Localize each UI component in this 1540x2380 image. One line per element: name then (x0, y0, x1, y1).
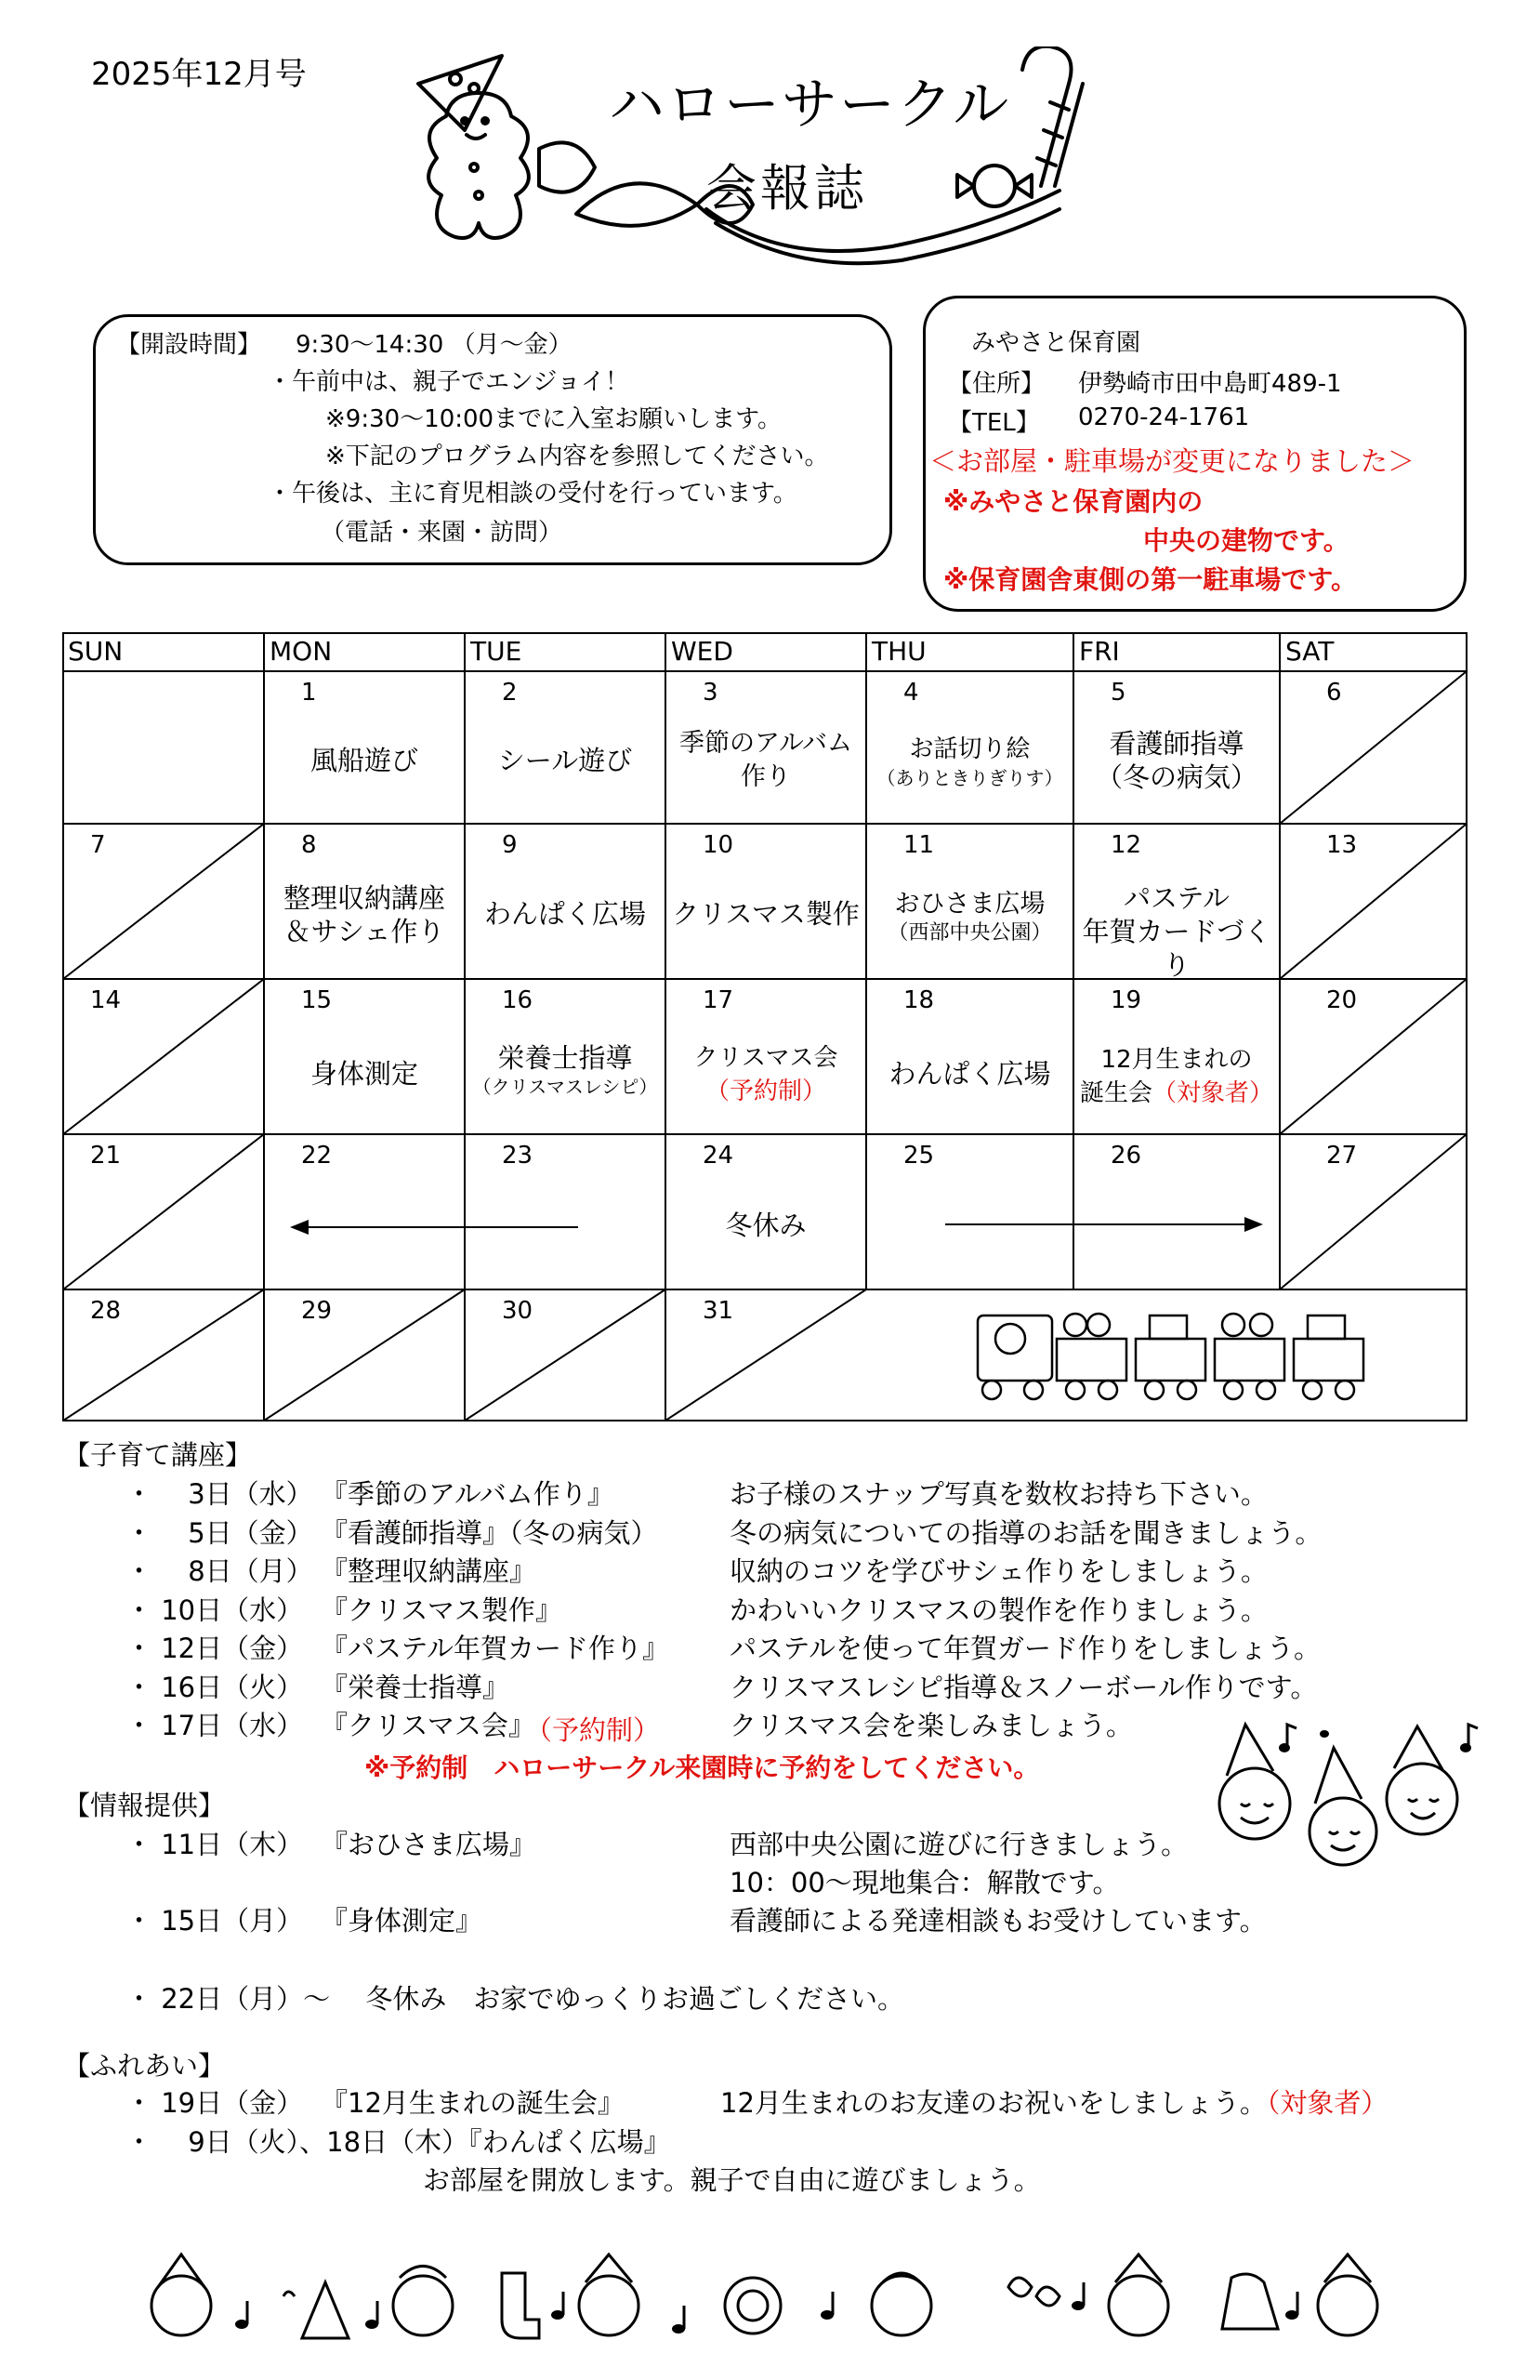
date-number: 8 (301, 831, 317, 859)
event-d4-line2: （ありときりぎりす） (876, 767, 1063, 789)
christmas-sweets-illustration (400, 46, 1125, 298)
address-value: 伊勢崎市田中島町489-1 (1078, 370, 1342, 398)
fureai-row1-name: 『12月生まれの誕生会』 (321, 2087, 625, 2119)
kosodate-row-desc: かわいいクリスマスの製作を作りましょう。 (730, 1593, 1268, 1626)
date-number: 7 (90, 831, 106, 859)
event-d12-line2: 年賀カードづくり (1082, 916, 1271, 981)
event-d12 (1073, 881, 1280, 982)
singing-children-illustration (1199, 1711, 1487, 1897)
date-number: 4 (903, 679, 919, 707)
newsletter-title: ハローサークル (609, 73, 1011, 138)
date-number: 10 (703, 831, 734, 859)
date-number: 28 (90, 1297, 122, 1325)
date-number: 24 (703, 1142, 734, 1170)
event-d3-line2: 作り (741, 762, 791, 791)
notice-line-2: 中央の建物です。 (1143, 525, 1349, 556)
event-d19 (1073, 1043, 1280, 1110)
fureai-row1-desc (720, 2082, 1388, 2121)
nursery-name: みやさと保育園 (971, 329, 1141, 357)
day-header-sat: SAT (1285, 636, 1335, 667)
event-d11 (866, 888, 1073, 945)
joho-row1-name: 『おひさま広場』 (321, 1829, 537, 1860)
kosodate-row-date: ・ 3日（水） (125, 1478, 313, 1510)
event-d17-line2: （予約制） (704, 1078, 826, 1105)
notice-title: ＜お部屋・駐車場が変更になりました＞ (929, 445, 1415, 477)
date-number: 5 (1111, 679, 1126, 707)
day-header-tue: TUE (470, 636, 522, 667)
event-d15: 身体測定 (309, 1058, 418, 1090)
notice-line-3: ※保育園舎東側の第一駐車場です。 (943, 564, 1357, 595)
date-number: 6 (1326, 679, 1342, 707)
kosodate-row-name: 『クリスマス製作』 (321, 1593, 562, 1626)
fureai-row1-desc-text: 12月生まれのお友達のお祝いをしましょう。 (720, 2087, 1267, 2119)
date-number: 14 (90, 986, 122, 1014)
kosodate-row-date: ・ 10日（水） (125, 1593, 304, 1626)
newsletter-subtitle: 会報誌 (706, 159, 868, 218)
address-label: 【住所】 (948, 370, 1046, 398)
date-number: 20 (1326, 986, 1358, 1014)
event-d17 (665, 1041, 866, 1108)
joho-row1-desc: 西部中央公園に遊びに行きましょう。 (730, 1829, 1189, 1860)
kosodate-row-name: 『栄養士指導』 (321, 1671, 510, 1703)
kosodate-note: ※予約制 ハローサークル来園時に予約をしてください。 (364, 1752, 1040, 1783)
event-d16-line2: （クリスマスレシピ） (472, 1076, 658, 1098)
event-d12-line1: パステル (1124, 882, 1230, 914)
joho-row2-name: 『身体測定』 (321, 1905, 483, 1937)
event-d19-line2: 誕生会 (1079, 1079, 1152, 1107)
event-d5 (1073, 727, 1280, 794)
day-header-mon: MON (270, 636, 333, 667)
fureai-row2: ・ 9日（火）、18日（木）『わんぱく広場』 (125, 2126, 671, 2158)
kosodate-row-name: 『季節のアルバム作り』 (321, 1478, 614, 1510)
event-d4 (866, 733, 1073, 790)
event-d19-line1: 12月生まれの (1100, 1046, 1253, 1074)
date-number: 3 (703, 679, 718, 707)
date-number: 25 (903, 1142, 935, 1170)
date-number: 31 (703, 1297, 734, 1325)
date-number: 15 (301, 986, 333, 1014)
date-number: 12 (1111, 831, 1142, 859)
fureai-row1-target: （対象者） (1266, 2087, 1389, 2119)
kosodate-row-desc: 収納のコツを学びサシェ作りをしましょう。 (730, 1555, 1268, 1587)
event-d19-target: （対象者） (1152, 1079, 1274, 1107)
kosodate-row-date: ・ 12日（金） (125, 1633, 304, 1664)
event-d16-line1: 栄養士指導 (497, 1042, 633, 1074)
event-d3-line1: 季節のアルバム (678, 729, 853, 758)
kosodate-reserve-tag: （予約制） (525, 1714, 661, 1746)
event-d17-line1: クリスマス会 (693, 1044, 838, 1072)
fureai-title: 【ふれあい】 (63, 2050, 226, 2082)
footer-christmas-illustration (139, 2250, 1403, 2352)
joho-row1-date: ・ 11日（木） (125, 1829, 304, 1860)
date-number: 9 (502, 831, 518, 859)
event-d4-line1: お話切り絵 (909, 735, 1031, 763)
event-d8 (264, 881, 465, 948)
day-header-wed: WED (671, 636, 733, 667)
kosodate-row-date: ・ 8日（月） (125, 1555, 313, 1587)
event-d11-line2: （西部中央公園） (888, 921, 1052, 945)
date-number: 29 (301, 1297, 333, 1325)
date-number: 17 (703, 986, 734, 1014)
kosodate-row-name: 『クリスマス会』 (321, 1710, 535, 1741)
event-d3 (665, 727, 866, 794)
december-calendar (62, 632, 1468, 1422)
fureai-row2-desc: お部屋を開放します。親子で自由に遊びましょう。 (423, 2164, 1041, 2196)
event-d1: 風船遊び (309, 745, 418, 776)
issue-date: 2025年12月号 (91, 56, 307, 93)
kosodate-row-date: ・ 17日（水） (125, 1710, 304, 1741)
date-number: 27 (1326, 1142, 1358, 1170)
event-d18: わんぱく広場 (888, 1058, 1051, 1090)
notice-line-1: ※みやさと保育園内の (943, 486, 1204, 517)
date-number: 26 (1111, 1142, 1142, 1170)
date-number: 19 (1111, 986, 1142, 1014)
event-d10: クリスマス製作 (672, 898, 860, 930)
event-d9: わんぱく広場 (483, 898, 646, 930)
kosodate-row-desc: パステルを使って年賀ガード作りをしましょう。 (730, 1633, 1321, 1664)
day-header-fri: FRI (1079, 636, 1120, 667)
hours-line-1: ・午前中は、親子でエンジョイ！ (268, 368, 629, 396)
joho-row2-desc: 看護師による発達相談もお受けしています。 (730, 1905, 1267, 1937)
kosodate-row-desc: お子様のスナップ写真を数枚お持ち下さい。 (730, 1478, 1268, 1510)
kosodate-row-name: 『看護師指導』（冬の病気） (321, 1516, 658, 1549)
date-number: 22 (301, 1142, 333, 1170)
day-header-thu: THU (872, 636, 927, 667)
kosodate-title: 【子育て講座】 (63, 1439, 253, 1471)
date-number: 21 (90, 1142, 122, 1170)
fureai-row1-date: ・ 19日（金） (125, 2087, 304, 2119)
hours-line-3: ※下記のプログラム内容を参照してください。 (325, 443, 829, 470)
hours-label: 【開設時間】 (116, 331, 262, 359)
event-d5-line2: （冬の病気） (1095, 761, 1257, 793)
date-number: 13 (1326, 831, 1358, 859)
joho-row3: ・ 22日（月）～ 冬休み お家でゆっくりお過ごしください。 (125, 1983, 905, 2015)
day-header-sun: SUN (68, 636, 124, 667)
kosodate-row-name: 『パステル年賀カード作り』 (321, 1633, 669, 1664)
joho-title: 【情報提供】 (63, 1790, 226, 1821)
kosodate-row-desc: クリスマスレシピ指導＆スノーボール作りです。 (730, 1671, 1318, 1703)
kosodate-row-desc: 冬の病気についての指導のお話を聞きましょう。 (730, 1516, 1323, 1549)
event-d2: シール遊び (497, 745, 633, 776)
kosodate-row-date: ・ 16日（火） (125, 1671, 304, 1703)
kosodate-row-date: ・ 5日（金） (125, 1516, 313, 1549)
tel-value: 0270-24-1761 (1078, 403, 1250, 431)
hours-line-2: ※9:30～10:00までに入室お願いします。 (325, 405, 783, 433)
hours-value: 9:30～14:30 （月～金） (296, 331, 573, 359)
date-number: 23 (502, 1142, 533, 1170)
kosodate-row-desc: クリスマス会を楽しみましょう。 (730, 1710, 1133, 1741)
hours-line-4: ・午後は、主に育児相談の受付を行っています。 (268, 480, 797, 508)
event-d11-line1: おひさま広場 (894, 890, 1046, 919)
date-number: 16 (502, 986, 533, 1014)
date-number: 11 (903, 831, 935, 859)
date-number: 2 (502, 679, 518, 707)
date-number: 18 (903, 986, 935, 1014)
kosodate-row-name: 『整理収納講座』 (321, 1555, 537, 1587)
event-winter-break: 冬休み (725, 1210, 807, 1241)
hours-line-5: （電話・来園・訪問） (321, 519, 563, 547)
joho-row2-date: ・ 15日（月） (125, 1905, 304, 1937)
event-d16 (465, 1041, 665, 1099)
event-d8-line2: ＆サシェ作り (283, 916, 445, 947)
tel-label: 【TEL】 (948, 409, 1040, 437)
date-number: 1 (301, 679, 317, 707)
event-d8-line1: 整理収納講座 (283, 882, 445, 914)
date-number: 30 (502, 1297, 533, 1325)
event-d5-line1: 看護師指導 (1109, 728, 1244, 760)
joho-row1-desc2: 10：00～現地集合：解散です。 (730, 1867, 1120, 1898)
